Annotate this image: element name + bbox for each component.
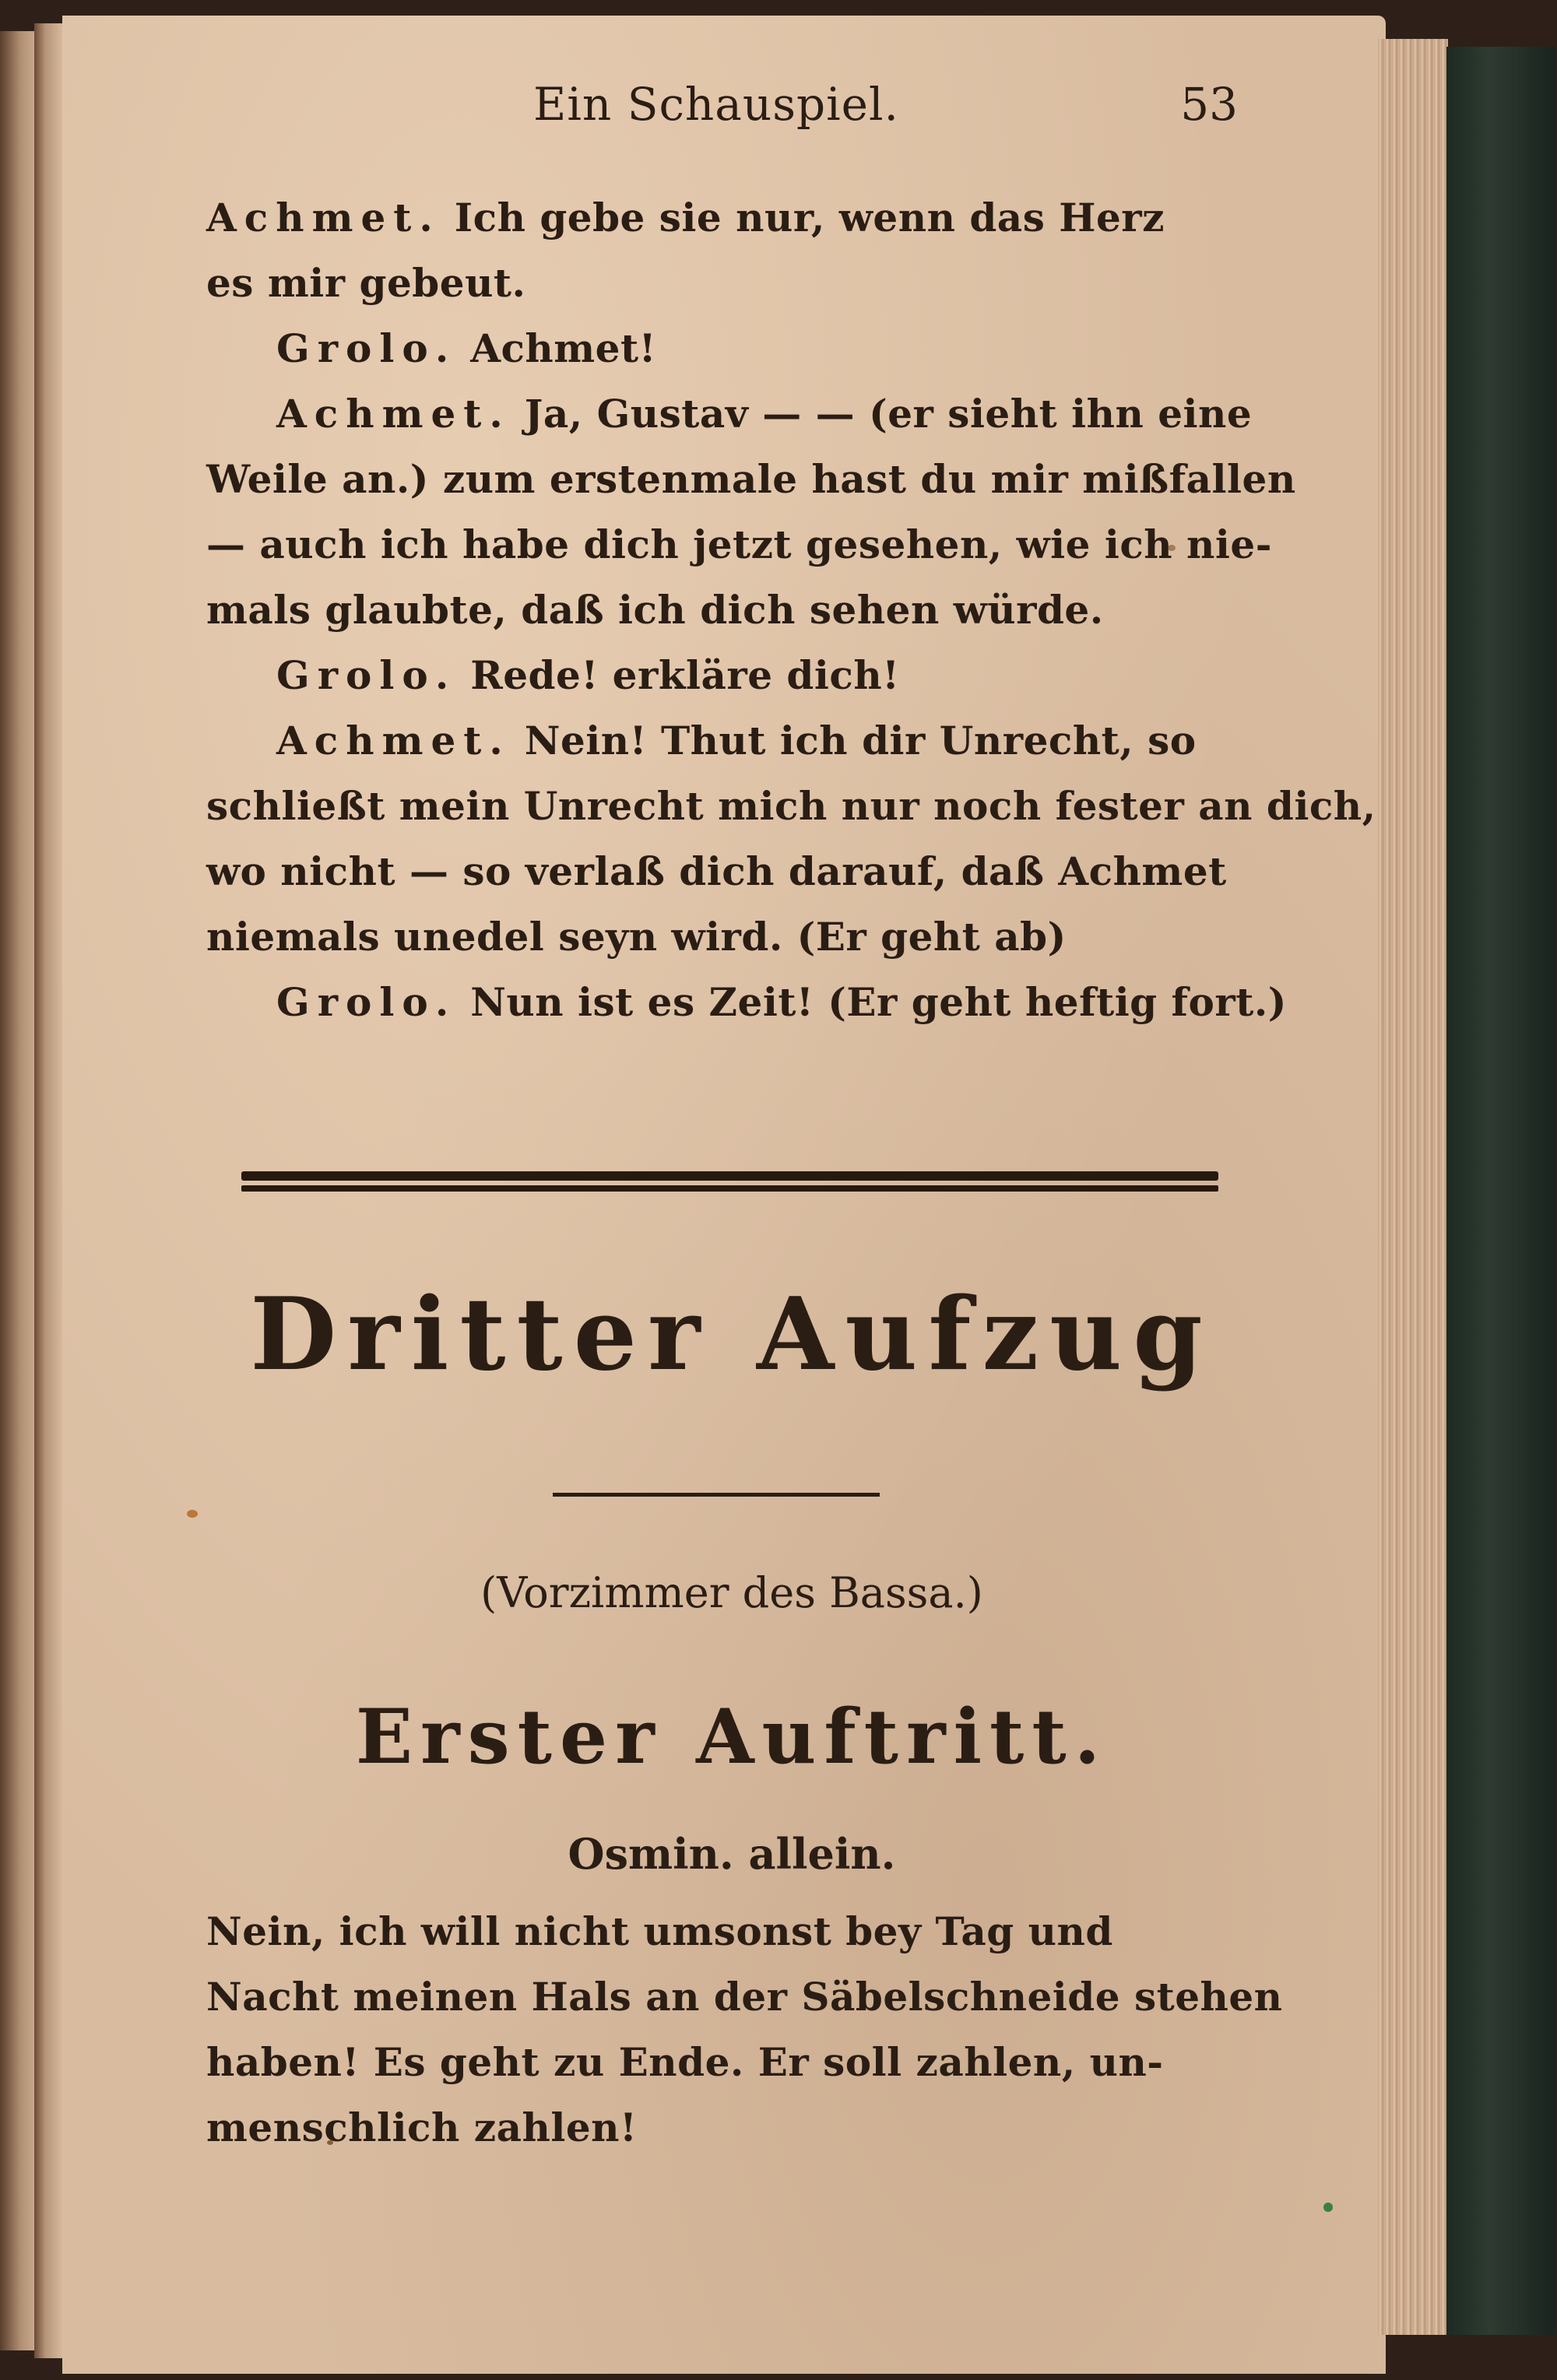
dialogue-line: [206, 643, 1226, 708]
dialogue-line: [206, 774, 1376, 839]
dialogue-line: [206, 316, 1226, 381]
speaker-name: Achmet.: [276, 391, 511, 437]
dialogue-block: [206, 185, 1376, 1035]
page-number: 53: [1180, 78, 1238, 131]
foxing-spot: [1323, 2203, 1333, 2212]
line-text: es mir gebeut.: [206, 260, 526, 306]
rule-thin: [241, 1185, 1218, 1192]
line-text: schließt mein Unrecht mich nur noch fester an dich,: [206, 783, 1376, 829]
scene-speaker: Osmin. allein.: [568, 1829, 896, 1879]
double-rule-divider: [241, 1171, 1218, 1195]
line-text: mals glaubte, daß ich dich sehen würde.: [206, 587, 1104, 633]
line-text: Ich gebe sie nur, wenn das Herz: [454, 195, 1165, 240]
line-text: Weile an.) zum erstenmale hast du mir mißfallen: [206, 456, 1296, 502]
line-text: wo nicht — so verlaß dich darauf, daß Achmet: [206, 848, 1227, 894]
dialogue-line: [206, 185, 1226, 251]
line-text: Achmet!: [470, 325, 657, 371]
line-text: Ja, Gustav — — (er sieht ihn eine: [524, 391, 1253, 437]
speaker-name: Grolo.: [276, 652, 457, 698]
line-text: Nun ist es Zeit! (Er geht heftig fort.): [470, 979, 1287, 1025]
scene-setting: (Vorzimmer des Bassa.): [480, 1568, 983, 1617]
speaker-name: Grolo.: [276, 325, 457, 371]
book-gutter: [34, 23, 62, 2358]
dialogue-line: [206, 512, 1272, 577]
dialogue-line: [206, 251, 1226, 316]
rule-thick: [241, 1171, 1218, 1181]
running-title: Ein Schauspiel.: [533, 78, 899, 131]
scene-line: Nacht meinen Hals an der Säbelschneide stehen: [206, 1974, 1283, 2020]
scene-title: Erster Auftritt.: [355, 1693, 1109, 1781]
speaker-name: Achmet.: [206, 195, 441, 240]
line-text: Rede! erkläre dich!: [470, 652, 900, 698]
dialogue-line: [206, 904, 1226, 970]
line-text: niemals unedel seyn wird. (Er geht ab): [206, 914, 1067, 960]
dialogue-line: [206, 970, 1287, 1035]
scene-line: menschlich zahlen!: [206, 2104, 638, 2150]
line-text: — auch ich habe dich jetzt gesehen, wie ich nie-: [206, 521, 1272, 567]
dialogue-line: [206, 381, 1253, 447]
line-text: Nein! Thut ich dir Unrecht, so: [524, 718, 1197, 763]
scene-line: haben! Es geht zu Ende. Er soll zahlen, un-: [206, 2039, 1164, 2085]
act-title: Dritter Aufzug: [250, 1276, 1214, 1393]
page-stack-edge: [1378, 39, 1448, 2335]
short-rule: [553, 1493, 880, 1497]
previous-page-edge: [0, 31, 34, 2350]
dialogue-line: [206, 447, 1296, 512]
dialogue-line: [206, 577, 1226, 643]
dialogue-line: [206, 708, 1226, 774]
dialogue-line: [206, 839, 1226, 904]
foxing-spot: [187, 1510, 198, 1518]
scene-line: Nein, ich will nicht umsonst bey Tag und: [206, 1908, 1113, 1954]
book-cover-edge: [1446, 47, 1555, 2335]
speaker-name: Grolo.: [276, 979, 457, 1025]
speaker-name: Achmet.: [276, 718, 511, 763]
scene-text-block: [206, 1899, 1283, 2161]
